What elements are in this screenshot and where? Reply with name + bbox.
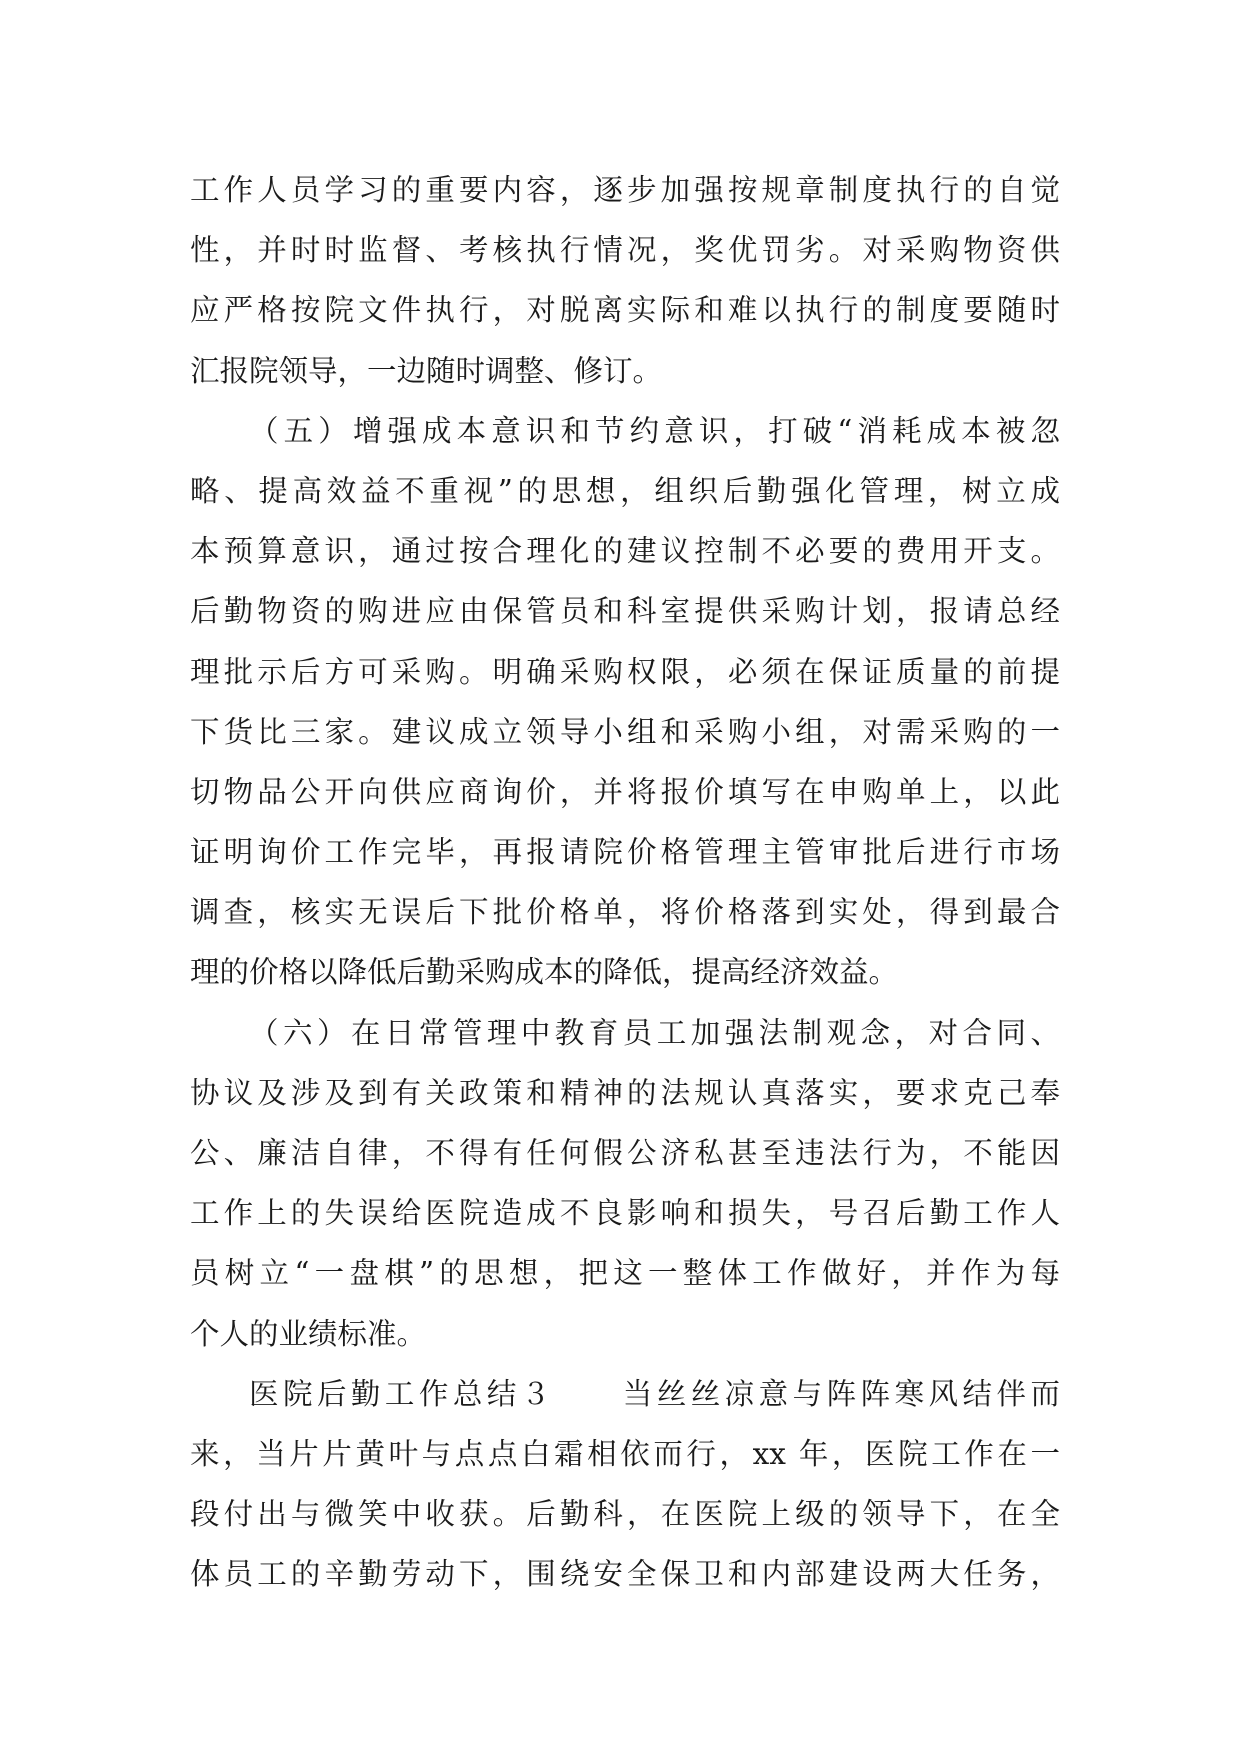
section-5-heading-line: （五）增强成本意识和节约意识，打破“消耗成本被忽 [249, 413, 1060, 448]
text-line: 理的价格以降低后勤采购成本的降低，提高经济效益。 [190, 955, 899, 990]
section-6-heading-line: （六）在日常管理中教育员工加强法制观念，对合同、 [249, 1015, 1060, 1050]
text-line: 后勤物资的购进应由保管员和科室提供采购计划，报请总经 [190, 594, 1060, 629]
text-line: 性，并时时监督、考核执行情况，奖优罚劣。对采购物资供 [190, 233, 1060, 268]
text-line: 证明询价工作完毕，再报请院价格管理主管审批后进行市场 [190, 835, 1060, 870]
text-line: 协议及涉及到有关政策和精神的法规认真落实，要求克己奉 [190, 1075, 1060, 1110]
text-line: 应严格按院文件执行，对脱离实际和难以执行的制度要随时 [190, 293, 1060, 328]
text-line: 公、廉洁自律，不得有任何假公济私甚至违法行为，不能因 [190, 1136, 1060, 1170]
text-line: 切物品公开向供应商询价，并将报价填写在申购单上，以此 [190, 774, 1060, 809]
text-line: 略、提高效益不重视”的思想，组织后勤强化管理，树立成 [190, 473, 1060, 508]
text-line: 体员工的辛勤劳动下，围绕安全保卫和内部建设两大任务， [190, 1557, 1060, 1592]
text-line: 个人的业绩标准。 [190, 1316, 427, 1351]
text-line: 下货比三家。建议成立领导小组和采购小组，对需采购的一 [190, 714, 1060, 749]
text-line: 工作人员学习的重要内容，逐步加强按规章制度执行的自觉 [190, 173, 1060, 207]
body-text [190, 160, 1060, 1605]
text-line: 员树立“一盘棋”的思想，把这一整体工作做好，并作为每 [190, 1256, 1060, 1291]
text-line: 工作上的失误给医院造成不良影响和损失，号召后勤工作人 [190, 1196, 1060, 1231]
text-line: 段付出与微笑中收获。后勤科，在医院上级的领导下，在全 [190, 1497, 1060, 1532]
text-line: 本预算意识，通过按合理化的建议控制不必要的费用开支。 [190, 534, 1060, 569]
text-line: 汇报院领导，一边随时调整、修订。 [190, 353, 663, 388]
text-line: 来，当片片黄叶与点点白霜相依而行，xx 年，医院工作在一 [190, 1436, 1060, 1471]
text-line: 调查，核实无误后下批价格单，将价格落到实处，得到最合 [190, 895, 1060, 930]
summary-3-heading-line: 医院后勤工作总结３ 当丝丝凉意与阵阵寒风结伴而 [249, 1376, 1060, 1411]
text-line: 理批示后方可采购。明确采购权限，必须在保证质量的前提 [190, 654, 1060, 689]
